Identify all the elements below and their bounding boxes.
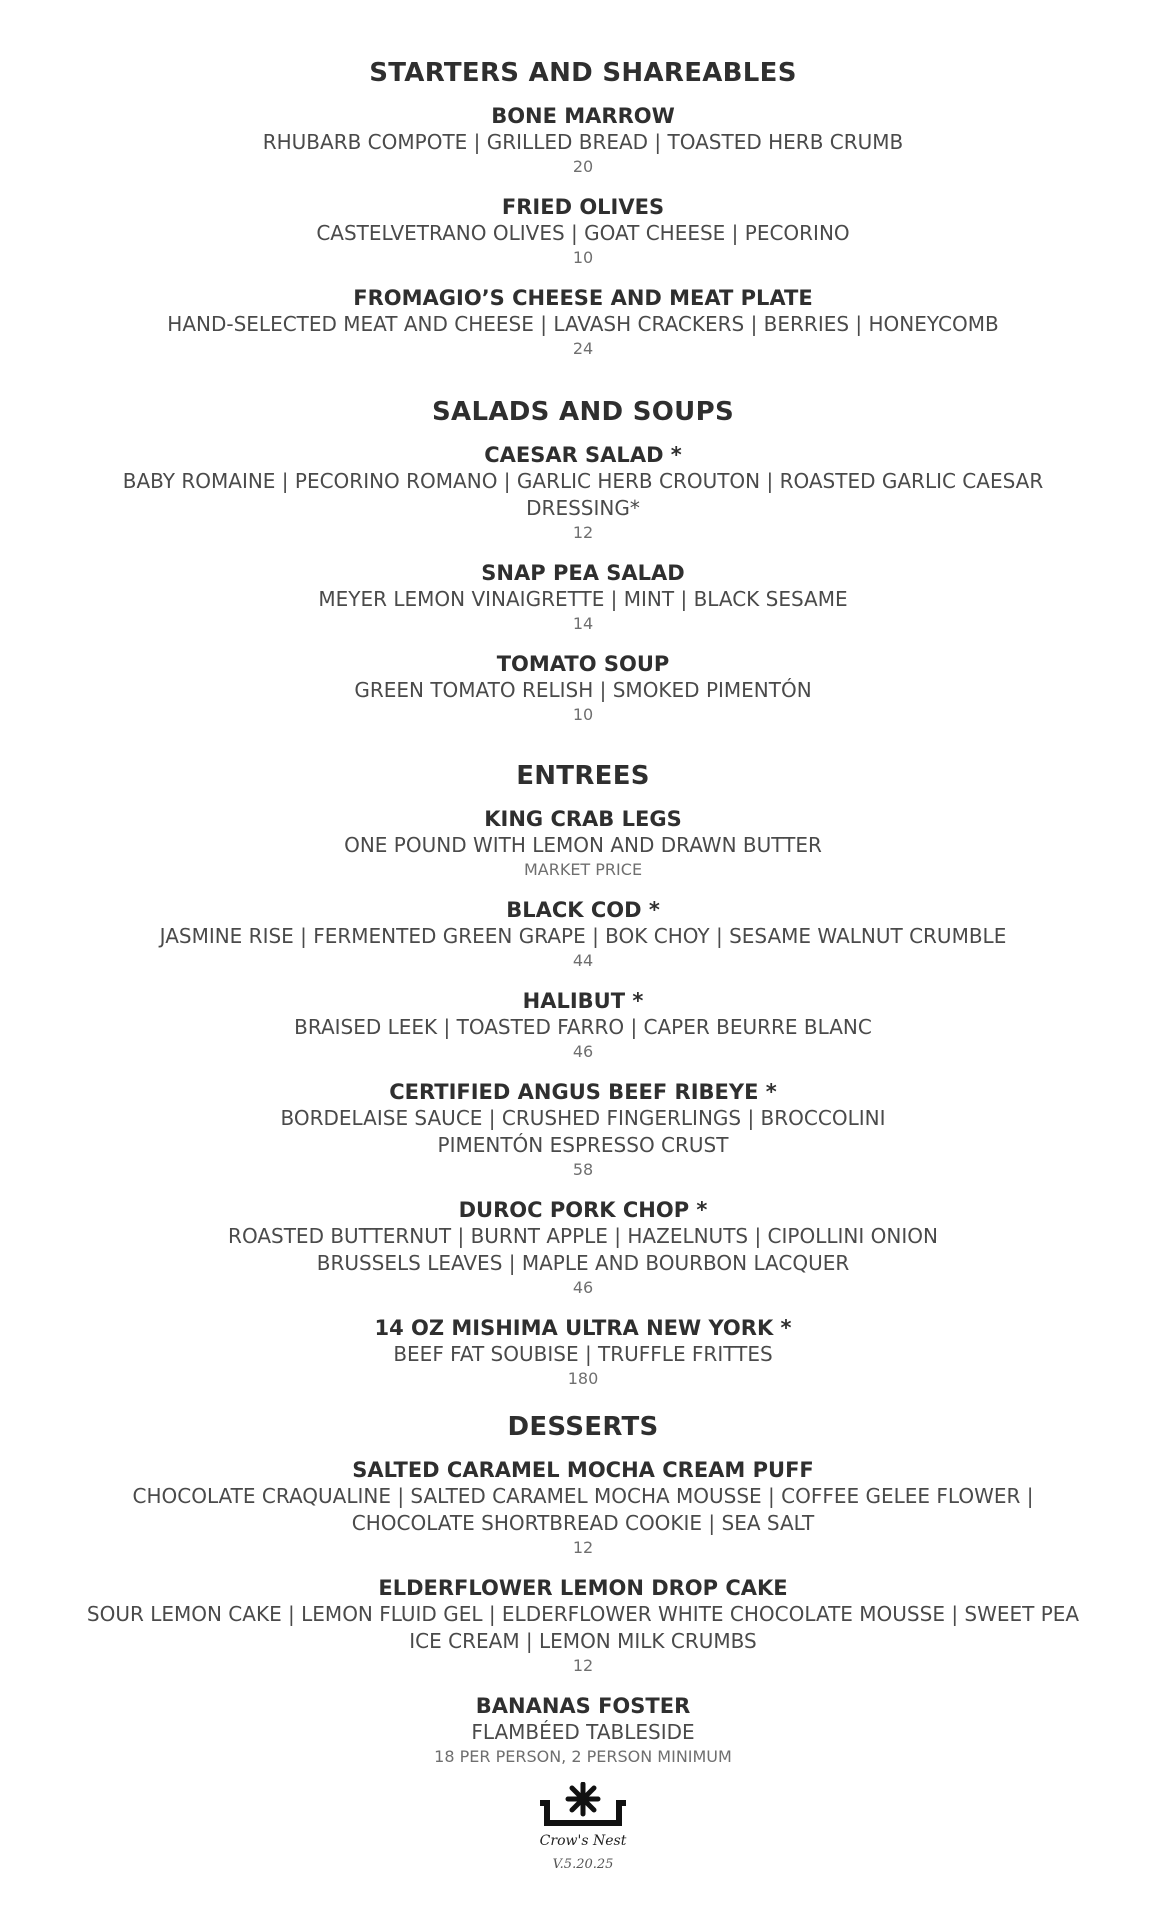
- item-name: CAESAR SALAD *: [484, 443, 682, 467]
- item-description: SOUR LEMON CAKE | LEMON FLUID GEL | ELDERFLOWER WHITE CHOCOLATE MOUSSE | SWEET PEA: [86, 1602, 1080, 1626]
- item-price: 10: [572, 705, 594, 724]
- item-description: CASTELVETRANO OLIVES | GOAT CHEESE | PECORINO: [316, 221, 850, 245]
- section-entrees: [0, 760, 1166, 1406]
- item-name: 14 OZ MISHIMA ULTRA NEW YORK *: [374, 1316, 792, 1340]
- menu-item: [0, 442, 1166, 544]
- item-name: FRIED OLIVES: [501, 195, 665, 219]
- menu-item: [0, 194, 1166, 269]
- item-description: FLAMBÉED TABLESIDE: [471, 1720, 695, 1744]
- item-description: BORDELAISE SAUCE | CRUSHED FINGERLINGS | BROCCOLINI: [280, 1106, 886, 1130]
- item-description: HAND-SELECTED MEAT AND CHEESE | LAVASH CRACKERS | BERRIES | HONEYCOMB: [167, 312, 999, 336]
- item-description: BEEF FAT SOUBISE | TRUFFLE FRITTES: [393, 1342, 773, 1366]
- item-description: BABY ROMAINE | PECORINO ROMANO | GARLIC HERB CROUTON | ROASTED GARLIC CAESAR: [122, 469, 1044, 493]
- item-price: 10: [572, 248, 594, 267]
- item-name: FROMAGIO’S CHEESE AND MEAT PLATE: [353, 286, 813, 310]
- item-name: CERTIFIED ANGUS BEEF RIBEYE *: [389, 1080, 777, 1104]
- section-title: SALADS AND SOUPS: [432, 397, 734, 427]
- item-price: 46: [572, 1042, 594, 1061]
- item-name: KING CRAB LEGS: [484, 807, 682, 831]
- item-description: PIMENTÓN ESPRESSO CRUST: [437, 1133, 729, 1157]
- footer: [0, 1782, 1166, 1874]
- item-description: CHOCOLATE CRAQUALINE | SALTED CARAMEL MOCHA MOUSSE | COFFEE GELEE FLOWER |: [132, 1484, 1034, 1508]
- item-name: DUROC PORK CHOP *: [458, 1198, 708, 1222]
- section-desserts: [0, 1411, 1166, 1784]
- item-description: BRUSSELS LEAVES | MAPLE AND BOURBON LACQUER: [316, 1251, 850, 1275]
- crows-nest-logo-icon: [538, 1782, 628, 1832]
- item-name: BANANAS FOSTER: [475, 1694, 691, 1718]
- item-price: 180: [567, 1369, 599, 1388]
- item-description: CHOCOLATE SHORTBREAD COOKIE | SEA SALT: [351, 1511, 815, 1535]
- item-price: 12: [572, 523, 594, 542]
- menu-item: [0, 1079, 1166, 1181]
- menu-item: [0, 1575, 1166, 1677]
- menu-item: [0, 1457, 1166, 1559]
- section-title: DESSERTS: [507, 1412, 659, 1442]
- section-title: ENTREES: [516, 761, 650, 791]
- menu-item: [0, 988, 1166, 1063]
- item-name: TOMATO SOUP: [496, 652, 670, 676]
- menu-item: [0, 897, 1166, 972]
- item-name: SALTED CARAMEL MOCHA CREAM PUFF: [352, 1458, 814, 1482]
- item-price: 58: [572, 1160, 594, 1179]
- item-price: 14: [572, 614, 594, 633]
- logo-wordmark: Crow's Nest: [539, 1833, 627, 1849]
- menu-item: [0, 1315, 1166, 1390]
- item-description: BRAISED LEEK | TOASTED FARRO | CAPER BEURRE BLANC: [294, 1015, 872, 1039]
- item-price: 18 PER PERSON, 2 PERSON MINIMUM: [434, 1747, 732, 1766]
- item-name: BLACK COD *: [506, 898, 660, 922]
- item-description: RHUBARB COMPOTE | GRILLED BREAD | TOASTED HERB CRUMB: [262, 130, 904, 154]
- item-description: MEYER LEMON VINAIGRETTE | MINT | BLACK SESAME: [318, 587, 848, 611]
- item-price: 24: [572, 339, 594, 358]
- item-name: BONE MARROW: [491, 104, 675, 128]
- item-price: 46: [572, 1278, 594, 1297]
- item-name: SNAP PEA SALAD: [481, 561, 685, 585]
- item-price: 20: [572, 157, 594, 176]
- menu-item: [0, 103, 1166, 178]
- item-description: ONE POUND WITH LEMON AND DRAWN BUTTER: [344, 833, 822, 857]
- menu-item: [0, 560, 1166, 635]
- item-price: 44: [572, 951, 594, 970]
- section-salads-soups: [0, 396, 1166, 742]
- item-description: DRESSING*: [526, 496, 640, 520]
- item-description: ICE CREAM | LEMON MILK CRUMBS: [409, 1629, 757, 1653]
- menu-item: [0, 285, 1166, 360]
- item-description: GREEN TOMATO RELISH | SMOKED PIMENTÓN: [354, 678, 812, 702]
- item-name: ELDERFLOWER LEMON DROP CAKE: [378, 1576, 788, 1600]
- menu-item: [0, 1197, 1166, 1299]
- menu-item: [0, 806, 1166, 881]
- section-title: STARTERS AND SHAREABLES: [369, 58, 797, 88]
- item-description: ROASTED BUTTERNUT | BURNT APPLE | HAZELNUTS | CIPOLLINI ONION: [228, 1224, 938, 1248]
- menu-item: [0, 1693, 1166, 1768]
- item-price: 12: [572, 1656, 594, 1675]
- item-price: 12: [572, 1538, 594, 1557]
- item-description: JASMINE RISE | FERMENTED GREEN GRAPE | BOK CHOY | SESAME WALNUT CRUMBLE: [159, 924, 1007, 948]
- menu-item: [0, 651, 1166, 726]
- item-price: MARKET PRICE: [523, 860, 643, 879]
- menu-version: V.5.20.25: [552, 1857, 614, 1872]
- section-starters: [0, 57, 1166, 376]
- item-name: HALIBUT *: [522, 989, 644, 1013]
